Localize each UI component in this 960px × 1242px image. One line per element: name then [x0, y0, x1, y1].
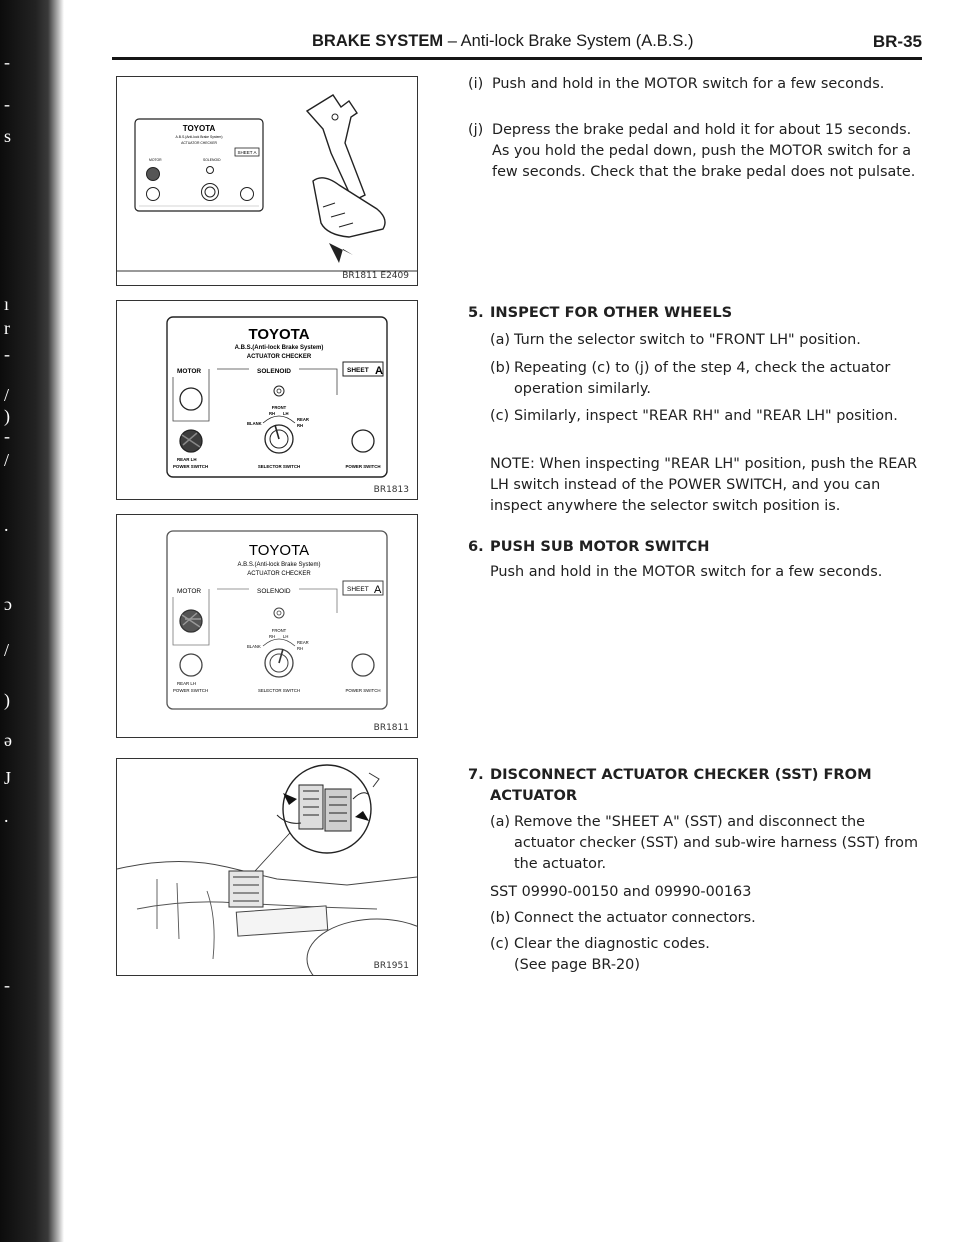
step-title: INSPECT FOR OTHER WHEELS [490, 304, 733, 321]
step-6-text: Push and hold in the MOTOR switch for a few seconds. [490, 564, 883, 580]
step-7-sst: SST 09990-00150 and 09990-00163 [490, 884, 752, 900]
mini-line2: ACTUATOR CHECKER [181, 141, 217, 145]
rear-rh-label: RH [297, 423, 304, 428]
figure-actuator-connectors [116, 758, 418, 976]
margin-mark: - [4, 52, 10, 72]
mini-line1: A.B.S.(Anti-lock Brake System) [175, 135, 223, 139]
margin-mark: s [4, 126, 12, 146]
step-number: 7. [468, 766, 484, 783]
actuator-body [236, 906, 327, 936]
substep-reference: (See page BR-20) [514, 957, 640, 973]
substep-text: Similarly, inspect "REAR RH" and "REAR LH" position. [514, 408, 898, 424]
panel-line1: A.B.S.(Anti-lock Brake System) [234, 345, 324, 351]
rear-label: REAR [297, 417, 309, 422]
motor-label: MOTOR [177, 368, 202, 375]
margin-mark: ) [4, 406, 10, 426]
margin-mark: ) [4, 690, 10, 710]
margin-mark: - [4, 94, 10, 114]
rear-rh-label: RH [297, 646, 304, 651]
figure-checker-and-pedal [116, 76, 418, 286]
substep-text: Push and hold in the MOTOR switch for a few seconds. [492, 76, 885, 92]
rear-lh-label: REAR LH [177, 681, 197, 686]
body-lines [157, 879, 214, 959]
solenoid-lamp-inner [277, 389, 281, 393]
margin-mark: - [4, 426, 10, 446]
figure-1-code: BR1811 E2409 [342, 271, 409, 281]
margin-mark: - [4, 975, 10, 995]
header-rule [112, 57, 922, 60]
header-dash: – [447, 32, 457, 50]
substep-label: (c) [490, 936, 510, 952]
rear-lh-switch [180, 654, 202, 676]
solenoid-label: SOLENOID [257, 368, 291, 375]
figure-2-code: BR1813 [373, 485, 409, 495]
margin-mark: r [4, 318, 10, 338]
front-rh-label: RH [269, 634, 276, 639]
substep-label: (a) [490, 332, 511, 348]
step-title: DISCONNECT ACTUATOR CHECKER (SST) FROM ACTUATOR [490, 766, 872, 804]
figure-checker-motor-switch [116, 514, 418, 738]
figure-4-drawing [117, 759, 417, 975]
mini-rear-lh-switch [147, 188, 160, 201]
figure-4-code: BR1951 [373, 961, 409, 971]
solenoid-lamp-inner [277, 611, 281, 615]
mini-sheet: SHEET A [237, 150, 257, 155]
front-lh-label: LH [283, 411, 289, 416]
detail-bracket [369, 773, 379, 787]
mini-motor-switch [147, 168, 160, 181]
substep-text: Remove the "SHEET A" (SST) and disconnect the actuator checker (SST) and sub-wire harness (SST) from the actuator. [514, 814, 918, 872]
substep-label: (b) [490, 910, 511, 926]
sheet-letter: A [375, 365, 383, 377]
pedal-arrow [329, 243, 353, 263]
detail-connector-right [325, 789, 351, 831]
mini-selector-inner [205, 187, 215, 197]
figure-1-drawing [117, 77, 417, 285]
figure-2-drawing [117, 301, 417, 499]
margin-mark: / [4, 450, 10, 470]
motor-label: MOTOR [177, 588, 202, 595]
power-switch [352, 654, 374, 676]
substep-label: (b) [490, 360, 511, 376]
front-lh-label: LH [283, 634, 289, 639]
front-rh-label: RH [269, 411, 276, 416]
margin-mark: / [4, 385, 10, 405]
margin-mark: - [4, 344, 10, 364]
mini-power-switch [241, 188, 254, 201]
header-title [312, 32, 693, 51]
mini-brand: TOYOTA [182, 124, 216, 133]
substep-label: (j) [468, 122, 484, 138]
page-number: BR-35 [872, 32, 922, 51]
blank-label: BLANK [247, 421, 262, 426]
substep-text: Repeating (c) to (j) of the step 4, check the actuator operation similarly. [514, 360, 891, 397]
margin-mark: J [4, 768, 12, 788]
mini-solenoid: SOLENOID [203, 158, 221, 162]
panel-line2: ACTUATOR CHECKER [246, 354, 312, 360]
substep-label: (a) [490, 814, 511, 830]
page-header [112, 28, 922, 60]
substep-text: Connect the actuator connectors. [514, 910, 756, 926]
panel-brand: TOYOTA [248, 326, 310, 343]
figure-3-drawing [117, 515, 417, 737]
sheet-label: SHEET [347, 586, 369, 593]
rear-label: REAR [297, 640, 309, 645]
substep-i [468, 74, 923, 116]
panel-brand: TOYOTA [248, 542, 310, 559]
actuator-connector [229, 871, 263, 907]
front-label: FRONT [271, 405, 287, 410]
power-switch [352, 430, 374, 452]
power-switch-right-label: POWER SWITCH [345, 464, 381, 469]
header-subsection: Anti-lock Brake System (A.B.S.) [460, 32, 694, 50]
substep-text: Clear the diagnostic codes. [514, 936, 710, 952]
substep-j [468, 120, 923, 204]
pedal-pivot [332, 114, 338, 120]
selector-switch-label: SELECTOR SWITCH [257, 688, 301, 693]
mini-motor: MOTOR [149, 158, 162, 162]
margin-mark: . [4, 806, 9, 826]
power-switch-left-label: POWER SWITCH [173, 464, 209, 469]
substep-label: (i) [468, 76, 484, 92]
margin-mark: ɔ [4, 594, 12, 614]
motor-switch [180, 388, 202, 410]
margin-mark: ı [4, 294, 10, 314]
margin-mark: / [4, 640, 10, 660]
mini-solenoid-lamp [207, 167, 214, 174]
figure-3-code: BR1811 [373, 723, 409, 733]
figure-checker-front-lh [116, 300, 418, 500]
panel-line2: ACTUATOR CHECKER [247, 571, 311, 577]
blank-label: BLANK [247, 644, 261, 649]
step-5-note: NOTE: When inspecting "REAR LH" position, push the REAR LH switch instead of the POWER SWITCH, and you can inspect anywhere the selector switch position is. [490, 456, 918, 514]
rear-lh-label: REAR LH [177, 457, 197, 462]
step-number: 5. [468, 304, 484, 321]
step-number: 6. [468, 538, 484, 555]
margin-mark: . [4, 515, 9, 535]
margin-marks [0, 0, 22, 1242]
panel-line1: A.B.S.(Anti-lock Brake System) [237, 562, 321, 568]
power-switch-left-label: POWER SWITCH [173, 688, 209, 693]
substep-text: Turn the selector switch to "FRONT LH" position. [514, 332, 861, 348]
sheet-letter: A [374, 584, 382, 596]
header-section: BRAKE SYSTEM [312, 32, 444, 50]
selector-switch-label: SELECTOR SWITCH [257, 464, 301, 469]
front-label: FRONT [271, 628, 287, 633]
substep-text: Depress the brake pedal and hold it for about 15 seconds. As you hold the pedal down, push the MOTOR switch for a few seconds. Check that the brake pedal does not pulsate. [492, 122, 916, 180]
step-title: PUSH SUB MOTOR SWITCH [490, 538, 710, 555]
engine-bay-line [117, 861, 417, 885]
sheet-label: SHEET [347, 367, 369, 374]
power-switch-right-label: POWER SWITCH [345, 688, 381, 693]
substep-label: (c) [490, 408, 510, 424]
margin-mark: ə [4, 730, 12, 750]
solenoid-label: SOLENOID [257, 588, 291, 595]
